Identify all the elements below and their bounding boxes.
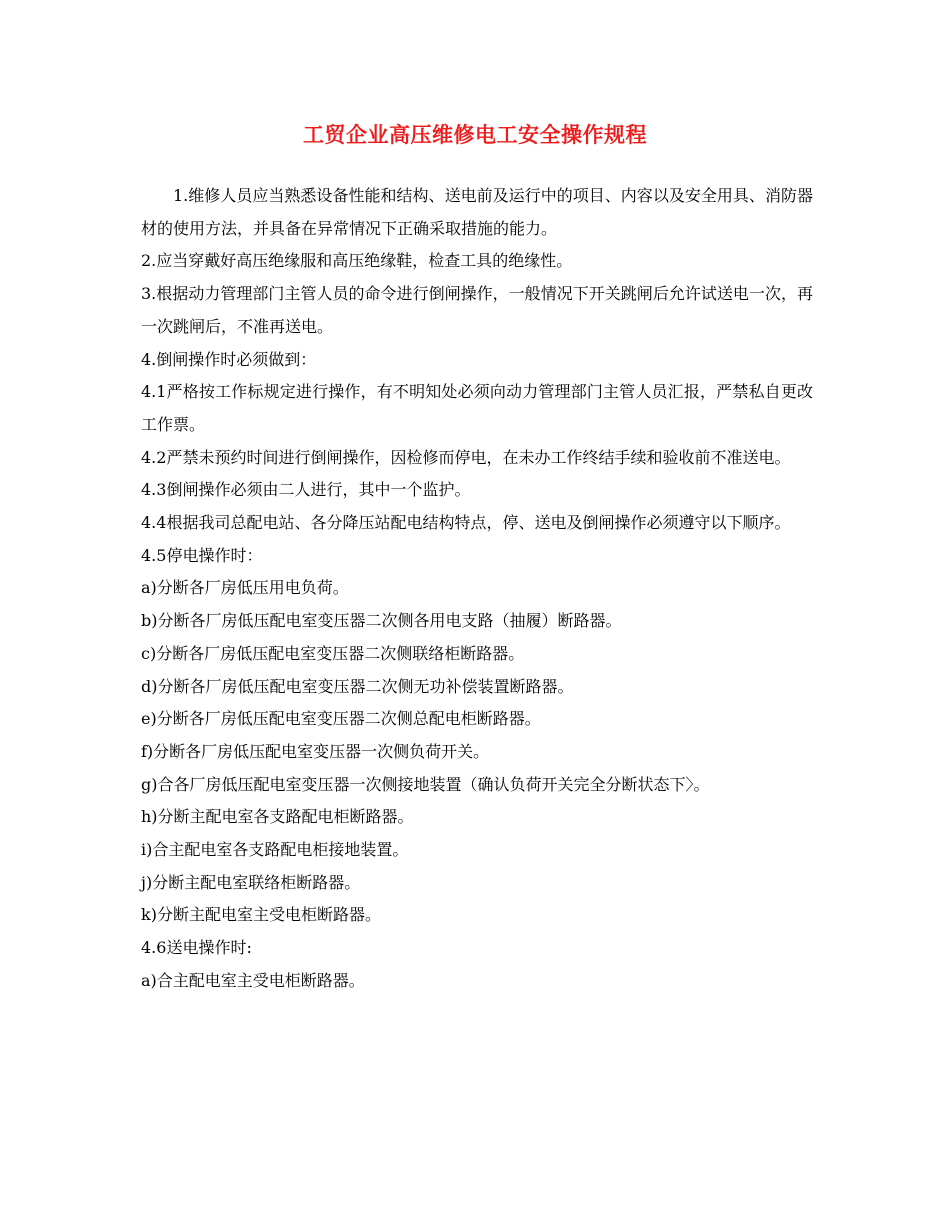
- list-item-h: h)分断主配电室各支路配电柜断路器。: [141, 807, 414, 827]
- list-item-d: d)分断各厂房低压配电室变压器二次侧无功补偿装置断路器。: [141, 676, 574, 696]
- list-item-b: b)分断各厂房低压配电室变压器二次侧各用电支路（抽履）断路器。: [141, 611, 622, 631]
- list-item-g: g)合各厂房低压配电室变压器一次侧接地装置（确认负荷开关完全分断状态下〉。: [141, 774, 710, 794]
- paragraph-4-3: 4.3倒闸操作必须由二人进行，其中一个监护。: [141, 480, 471, 500]
- list-item-c: c)分断各厂房低压配电室变压器二次侧联络柜断路器。: [141, 643, 525, 663]
- document-body: [141, 180, 813, 998]
- document-title: 工贸企业高压维修电工安全操作规程: [303, 122, 647, 147]
- list-item-a: a)分断各厂房低压用电负荷。: [141, 578, 349, 598]
- paragraph-4-6: 4.6送电操作时:: [141, 938, 252, 958]
- paragraph-4-5: 4.5停电操作时：: [141, 545, 263, 565]
- list-item-i: i)合主配电室各支路配电柜接地装置。: [141, 840, 409, 860]
- paragraph-2: 2.应当穿戴好高压绝缘服和高压绝缘鞋，检查工具的绝缘性。: [141, 251, 573, 271]
- paragraph-4-1: 4.1严格按工作标规定进行操作，有不明知处必须向动力管理部门主管人员汇报，严禁私自更改工作票。: [141, 382, 813, 434]
- paragraph-1: 1.维修人员应当熟悉设备性能和结构、送电前及运行中的项目、内容以及安全用具、消防器材的使用方法，并具备在异常情况下正确采取措施的能力。: [141, 186, 813, 238]
- paragraph-4-2: 4.2严禁未预约时间进行倒闸操作，因检修而停电，在未办工作终结手续和验收前不准送电。: [141, 447, 791, 467]
- list-item-send-a: a)合主配电室主受电柜断路器。: [141, 970, 365, 990]
- list-item-j: j)分断主配电室联络柜断路器。: [141, 872, 361, 892]
- list-item-k: k)分断主配电室主受电柜断路器。: [141, 905, 381, 925]
- list-item-f: f)分断各厂房低压配电室变压器一次侧负荷开关。: [141, 741, 490, 761]
- paragraph-4: 4.倒闸操作时必须做到：: [141, 349, 317, 369]
- list-item-e: e)分断各厂房低压配电室变压器二次侧总配电柜断路器。: [141, 709, 541, 729]
- paragraph-4-4: 4.4根据我司总配电站、各分降压站配电结构特点，停、送电及倒闸操作必须遵守以下顺序。: [141, 513, 791, 533]
- paragraph-3: 3.根据动力管理部门主管人员的命令进行倒闸操作，一般情况下开关跳闸后允许试送电一次，再一次跳闸后，不准再送电。: [141, 284, 813, 336]
